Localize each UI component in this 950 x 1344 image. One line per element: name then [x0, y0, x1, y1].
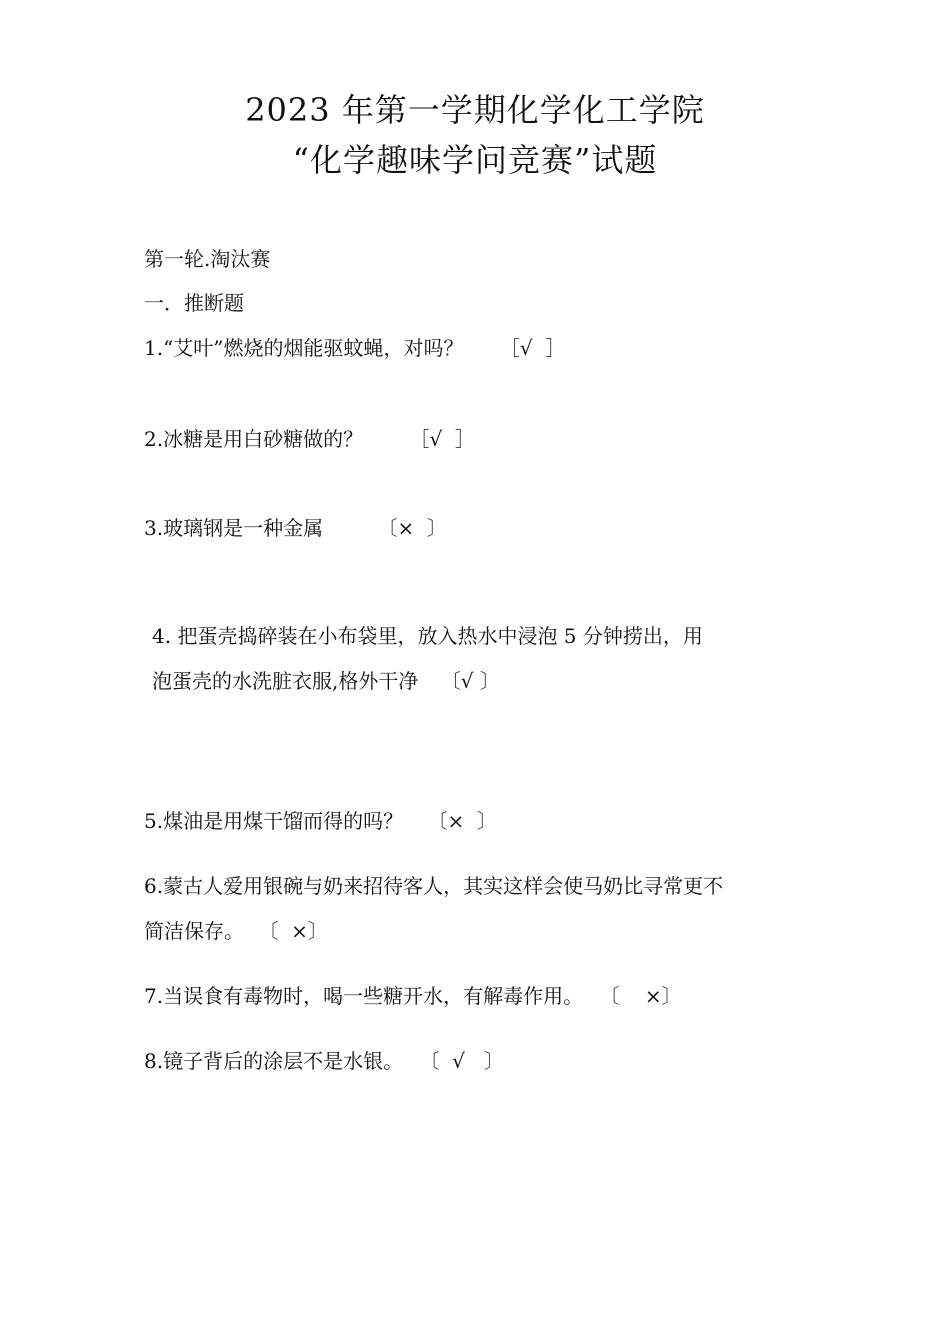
question-4-line2 [152, 668, 500, 694]
question-3-answer: 〔× 〕 [377, 516, 447, 540]
question-8-answer: 〔 √ 〕 [419, 1049, 504, 1073]
question-6-line2 [144, 918, 328, 944]
question-3 [144, 515, 447, 541]
question-5-answer: 〔× 〕 [427, 809, 497, 833]
question-5 [144, 808, 497, 834]
question-1 [144, 335, 565, 361]
question-4-text: 泡蛋壳的水洗脏衣服,格外干净 [152, 669, 419, 693]
question-2-answer: ［√ ］ [409, 427, 475, 451]
question-8-text: 8.镜子背后的涂层不是水银。 [144, 1049, 404, 1073]
question-7-text: 7.当误食有毒物时，喝一些糖开水，有解毒作用。 [144, 984, 584, 1008]
question-7 [144, 983, 682, 1009]
question-2 [144, 426, 475, 452]
question-7-answer: 〔 ×〕 [599, 984, 682, 1008]
question-4-line1: 4. 把蛋壳捣碎装在小布袋里，放入热水中浸泡 5 分钟捞出，用 [152, 624, 703, 648]
round-heading: 第一轮.淘汰赛 [144, 247, 271, 271]
question-1-answer: ［√ ］ [499, 336, 566, 360]
question-5-text: 5.煤油是用煤干馏而得的吗？ [144, 809, 404, 833]
question-6-line1: 6.蒙古人爱用银碗与奶来招待客人，其实这样会使马奶比寻常更不 [144, 874, 724, 898]
question-4-answer: 〔√ 〕 [440, 669, 500, 693]
page-title-line1: 2023 年第一学期化学化工学院 [245, 91, 705, 129]
section-heading: 一．推断题 [144, 291, 244, 315]
question-6-answer: 〔 ×〕 [258, 919, 328, 943]
question-3-text: 3.玻璃钢是一种金属 [144, 516, 324, 540]
page-title-line2: “化学趣味学问竞赛”试题 [292, 141, 658, 179]
question-6-text: 简洁保存。 [144, 919, 244, 943]
question-2-text: 2.冰糖是用白砂糖做的？ [144, 427, 364, 451]
question-8 [144, 1048, 504, 1074]
question-1-text: 1.“艾叶”燃烧的烟能驱蚊蝇，对吗？ [144, 336, 464, 360]
